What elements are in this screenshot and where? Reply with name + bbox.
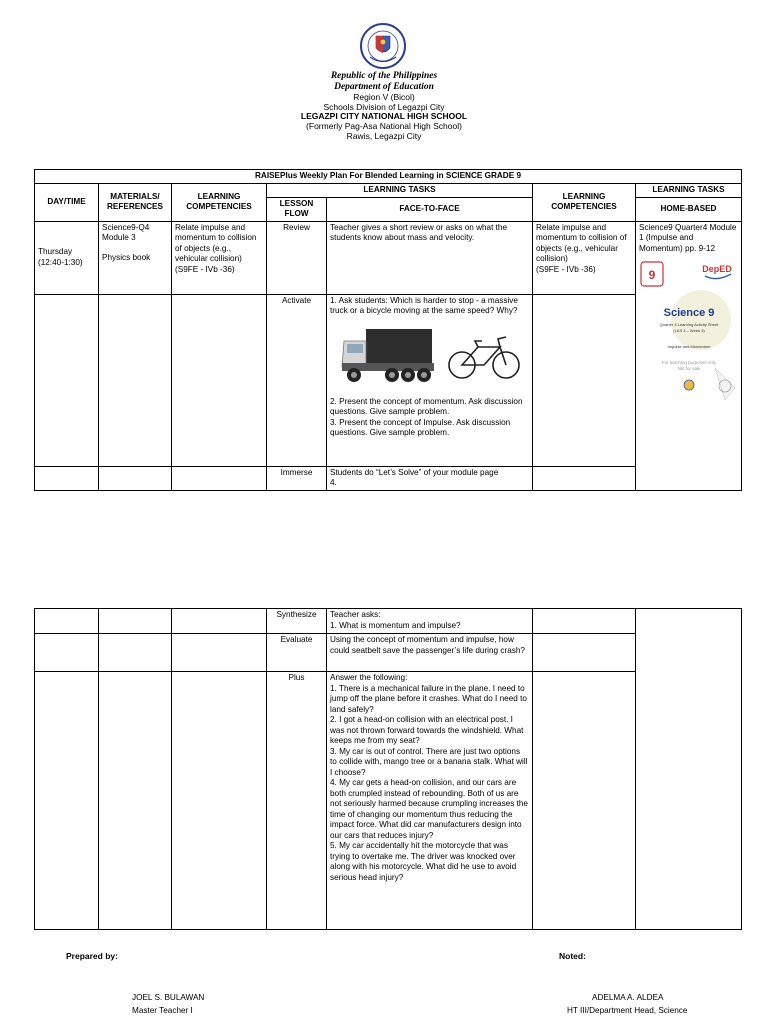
empty-cell (172, 466, 267, 490)
empty-cell (35, 466, 99, 490)
header-school: LEGAZPI CITY NATIONAL HIGH SCHOOL (300, 111, 468, 122)
deped-seal-icon (356, 22, 410, 70)
flow-synthesize: Synthesize (267, 609, 327, 634)
materials-line-1: Science9-Q4 (102, 222, 150, 232)
empty-cell (172, 672, 267, 930)
empty-cell (35, 634, 99, 672)
plan-title: RAISEPlus Weekly Plan For Blended Learning in SCIENCE GRADE 9 (35, 170, 742, 184)
col-learning-tasks: LEARNING TASKS (267, 183, 533, 197)
flow-review: Review (267, 221, 327, 294)
synthesize-text-1: Teacher asks: (330, 610, 381, 619)
col-day-time: DAY/TIME (35, 183, 99, 221)
flow-immerse: Immerse (267, 466, 327, 490)
noter-name: ADELMA A. ALDEA (592, 993, 664, 1002)
module-cover-image (639, 260, 737, 410)
plus-intro: Answer the following: (330, 673, 408, 682)
weekly-plan-table (34, 169, 742, 491)
flow-plus: Plus (267, 672, 327, 930)
activate-cell (327, 294, 533, 466)
competency-text: Relate impulse and momentum to collision of objects (e.g., vehicular collision) (175, 222, 257, 263)
module-subtitle-2: (LAS 3 – Week 3) (673, 328, 705, 333)
empty-cell (533, 672, 636, 930)
col-competencies-2: LEARNING COMPETENCIES (533, 183, 636, 221)
empty-cell (172, 294, 267, 466)
preparer-title: Master Teacher I (132, 1006, 193, 1015)
empty-cell (99, 609, 172, 634)
empty-cell (35, 609, 99, 634)
activate-text-2: 2. Present the concept of momentum. Ask discussion questions. Give sample problem. (330, 396, 523, 416)
competency-code: (S9FE - IVb -36) (175, 264, 235, 274)
empty-cell (533, 466, 636, 490)
col-home-based: HOME-BASED (636, 197, 742, 221)
header-division: Schools Division of Legazpi City (323, 101, 445, 112)
prepared-by-label: Prepared by: (66, 951, 118, 961)
empty-cell (172, 609, 267, 634)
empty-cell (99, 634, 172, 672)
col-lesson-flow: LESSON FLOW (267, 197, 327, 221)
empty-cell (533, 634, 636, 672)
synthesize-cell (327, 609, 533, 634)
flow-activate: Activate (267, 294, 327, 466)
day-label: Thursday (38, 247, 73, 256)
header-address: Rawis, Legazpi City (346, 130, 422, 141)
module-title: Science 9 (663, 307, 715, 319)
materials-line-3: Physics book (102, 252, 151, 262)
empty-cell (533, 294, 636, 466)
immerse-cell (327, 466, 533, 490)
competency-cell-2 (533, 221, 636, 294)
preparer-name: JOEL S. BULAWAN (132, 993, 205, 1002)
competency-text-2: Relate impulse and momentum to collision of objects (e.g., vehicular collision) (536, 222, 627, 263)
header-department: Department of Education (334, 81, 434, 92)
flow-evaluate: Evaluate (267, 634, 327, 672)
plus-question-1: 1. There is a mechanical failure in the plane. I need to jump off the plane before it crashes. What do I need to land safely? (330, 683, 527, 714)
empty-cell (172, 634, 267, 672)
col-competencies: LEARNING COMPETENCIES (172, 183, 267, 221)
col-learning-tasks-2: LEARNING TASKS (636, 183, 742, 197)
day-time-cell (35, 221, 99, 294)
weekly-plan-table-continued (34, 608, 742, 930)
evaluate-text: Using the concept of momentum and impulse, how could seatbelt save the passenger’s life during crash? (327, 634, 533, 672)
review-text: Teacher gives a short review or asks on what the students know about mass and velocity. (327, 221, 533, 294)
empty-cell (636, 609, 742, 930)
materials-line-2: Module 3 (102, 233, 136, 242)
module-topic: Impulse and Momentum (667, 344, 711, 349)
module-brand: DepED (702, 264, 732, 274)
module-note-2: Not for sale (677, 366, 701, 371)
empty-cell (99, 466, 172, 490)
bicycle-icon (449, 337, 519, 378)
plus-question-5: 5. My car accidentally hit the motorcycle that was trying to overtake me. The driver was knocked over along with his motorcycle. What did he use to avoid serious head injury? (330, 841, 517, 882)
synthesize-text-2: 1. What is momentum and impulse? (330, 620, 461, 630)
activate-text-3: 3. Present the concept of Impulse. Ask discussion questions. Give sample problem. (330, 417, 511, 437)
truck-and-bicycle-image (336, 323, 526, 389)
header-republic: Republic of the Philippines (330, 71, 438, 81)
empty-cell (35, 672, 99, 930)
plus-question-3: 3. My car is out of control. There are just two options to collide with, mango tree or a banana stalk. What will I choose? (330, 746, 528, 777)
module-note-1: For teaching purposes only (661, 360, 717, 365)
competency-cell (172, 221, 267, 294)
time-label: (12:40-1:30) (38, 257, 83, 267)
col-face-to-face: FACE-TO-FACE (327, 197, 533, 221)
competency-code-2: (S9FE - IVb -36) (536, 264, 596, 274)
materials-cell (99, 221, 172, 294)
home-based-text: Science9 Quarter4 Module 1 (Impulse and Momentum) pp. 9-12 (639, 222, 737, 253)
plus-question-2: 2. I got a head-on collision with an electrical post. I was not thrown forward towards the windshield. What keeps me from my seat? (330, 715, 524, 745)
empty-cell (35, 294, 99, 466)
header-region: Region V (Bicol) (353, 91, 415, 102)
module-subtitle-1: Quarter 4 Learning Activity Sheet (659, 322, 719, 327)
dump-truck-icon (342, 329, 434, 382)
home-based-cell (636, 221, 742, 490)
empty-cell (533, 609, 636, 634)
module-grade: 9 (648, 268, 656, 282)
immerse-text-1: Students do “Let’s Solve” of your module page (330, 467, 499, 477)
plus-cell (327, 672, 533, 930)
header-formerly: (Formerly Pag-Asa National High School) (306, 121, 462, 132)
empty-cell (99, 294, 172, 466)
col-materials: MATERIALS/ REFERENCES (99, 183, 172, 221)
activate-text-1: 1. Ask students: Which is harder to stop - a massive truck or a bicycle moving at the same speed? Why? (330, 295, 518, 315)
noter-title: HT III/Department Head, Science (567, 1006, 688, 1015)
immerse-text-2: 4. (330, 478, 337, 487)
empty-cell (99, 672, 172, 930)
plus-question-4: 4. My car gets a head-on collision, and our cars are both crumpled instead of rebounding. Both of us are not seriously harmed because crumpling increases the time of changing our momentum thus reducing the impact force. What did car manufacturers design into our cars that reduces injury? (330, 778, 528, 840)
noted-label: Noted: (559, 951, 586, 961)
